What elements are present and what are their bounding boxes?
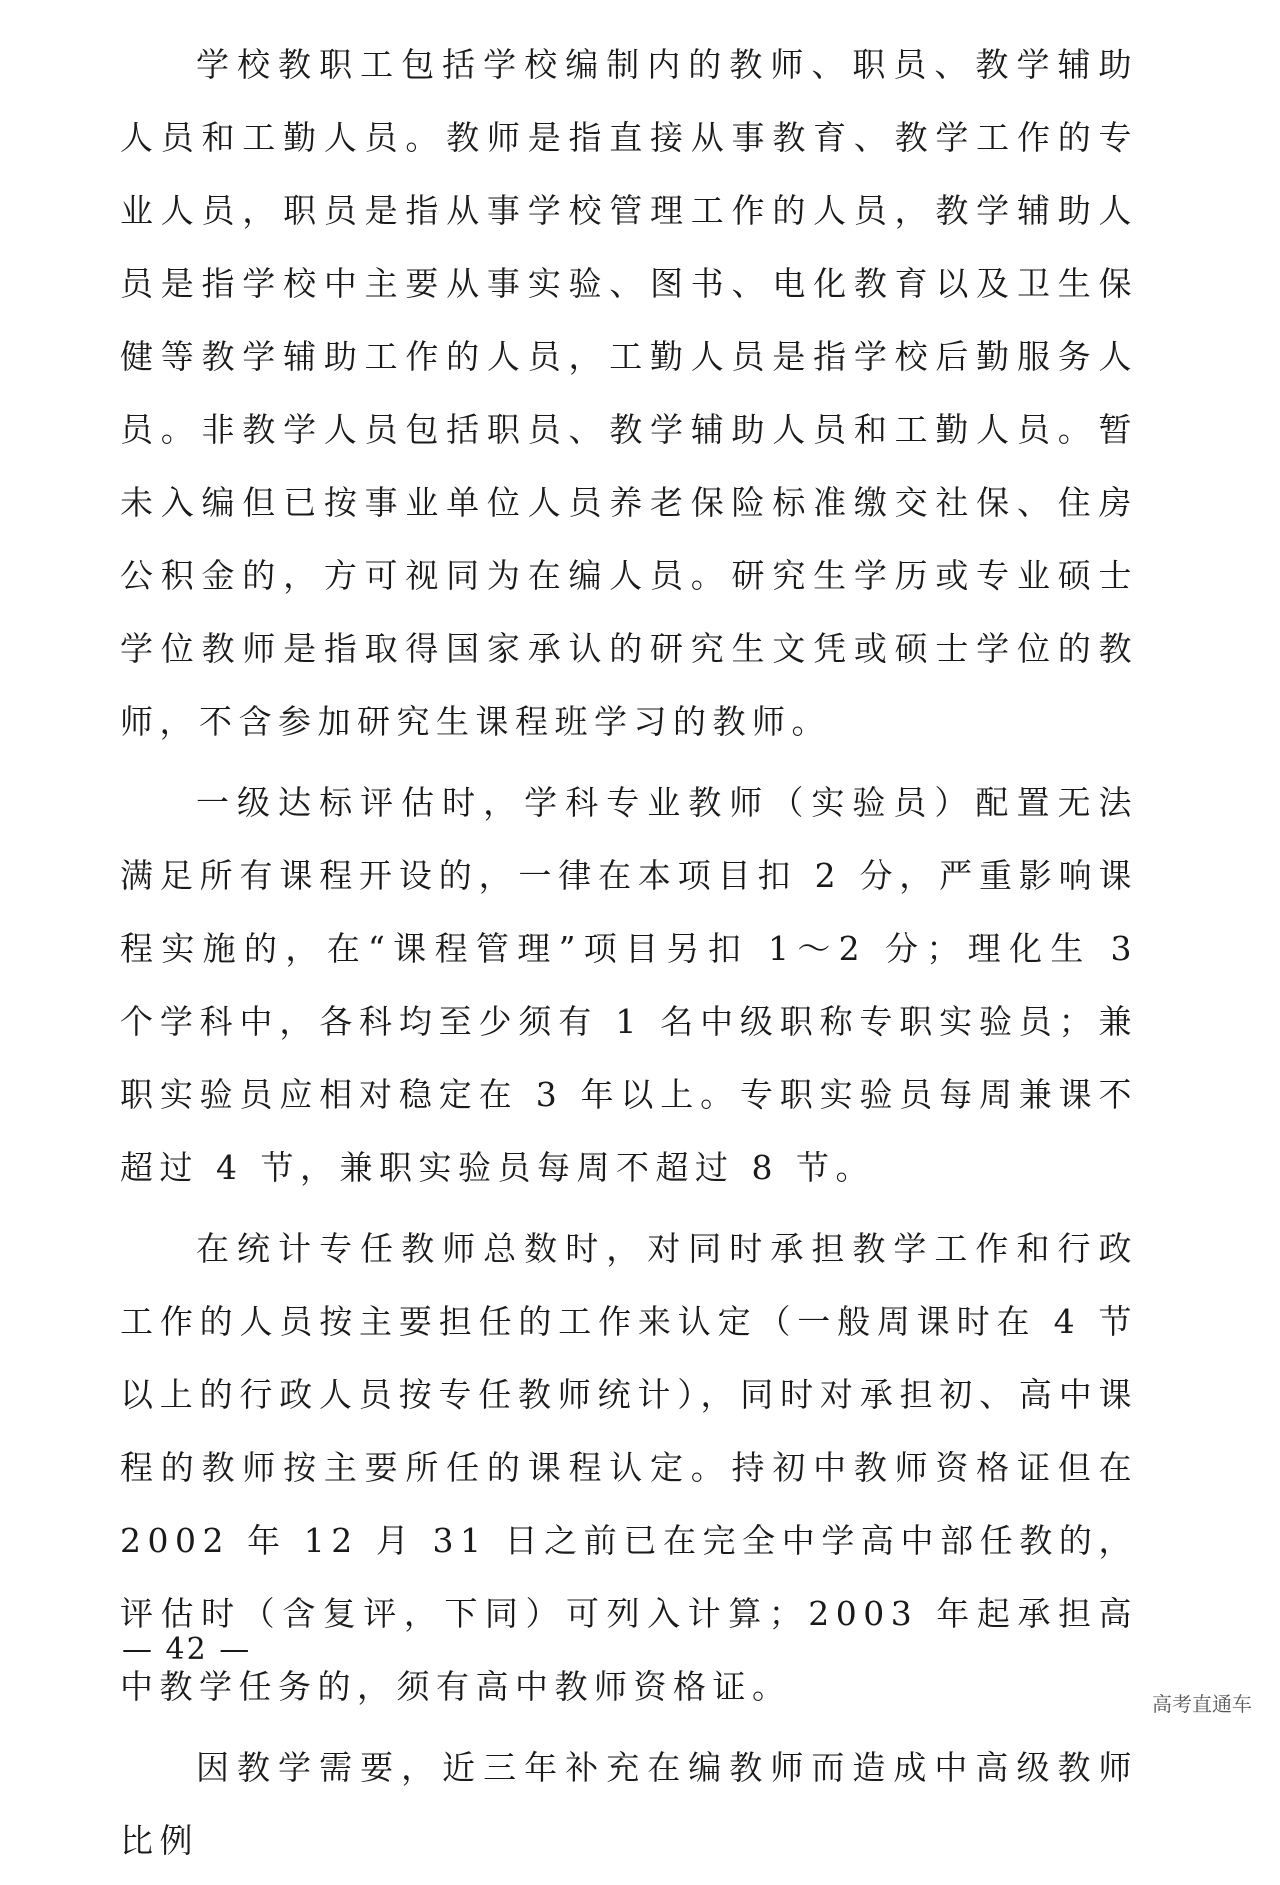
paragraph-staff-definitions: 学校教职工包括学校编制内的教师、职员、教学辅助人员和工勤人员。教师是指直接从事教育、教学工作的专业人员，职员是指从事学校管理工作的人员，教学辅助人员是指学校中主要从事实验、图书、电化教育以及卫生保健等教学辅助工作的人员，工勤人员是指学校后勤服务人员。非教学人员包括职员、教学辅助人员和工勤人员。暂未入编但已按事业单位人员养老保险标准缴交社保、住房公积金的，方可视同为在编人员。研究生学历或专业硕士学位教师是指取得国家承认的研究生文凭或硕士学位的教师，不含参加研究生课程班学习的教师。: [120, 45, 1138, 741]
paragraph-lab-staff: 一级达标评估时，学科专业教师（实验员）配置无法满足所有课程开设的，一律在本项目扣 2 分，严重影响课程实施的，在“课程管理”项目另扣 1～2 分；理化生 3 个学科中，各科均至少须有 1 名中级职称专职实验员；兼职实验员应相对稳定在 3 年以上。专职实验员每周兼课不超过 4 节，兼职实验员每周不超过 8 节。: [120, 783, 1138, 1187]
document-body: [120, 28, 1138, 1885]
page-number: — 42 —: [122, 1632, 252, 1667]
paragraph-teacher-ratio: 因教学需要，近三年补充在编教师而造成中高级教师比例: [120, 1748, 1138, 1860]
watermark: 高考直通车: [1152, 1692, 1252, 1716]
paragraph-teacher-count: 在统计专任教师总数时，对同时承担教学工作和行政工作的人员按主要担任的工作来认定（一般周课时在 4 节以上的行政人员按专任教师统计），同时对承担初、高中课程的教师按主要所任的课程认定。持初中教师资格证但在 2002 年 12 月 31 日之前已在完全中学高中部任教的，评估时（含复评，下同）可列入计算；2003 年起承担高中教学任务的，须有高中教师资格证。: [120, 1229, 1138, 1706]
